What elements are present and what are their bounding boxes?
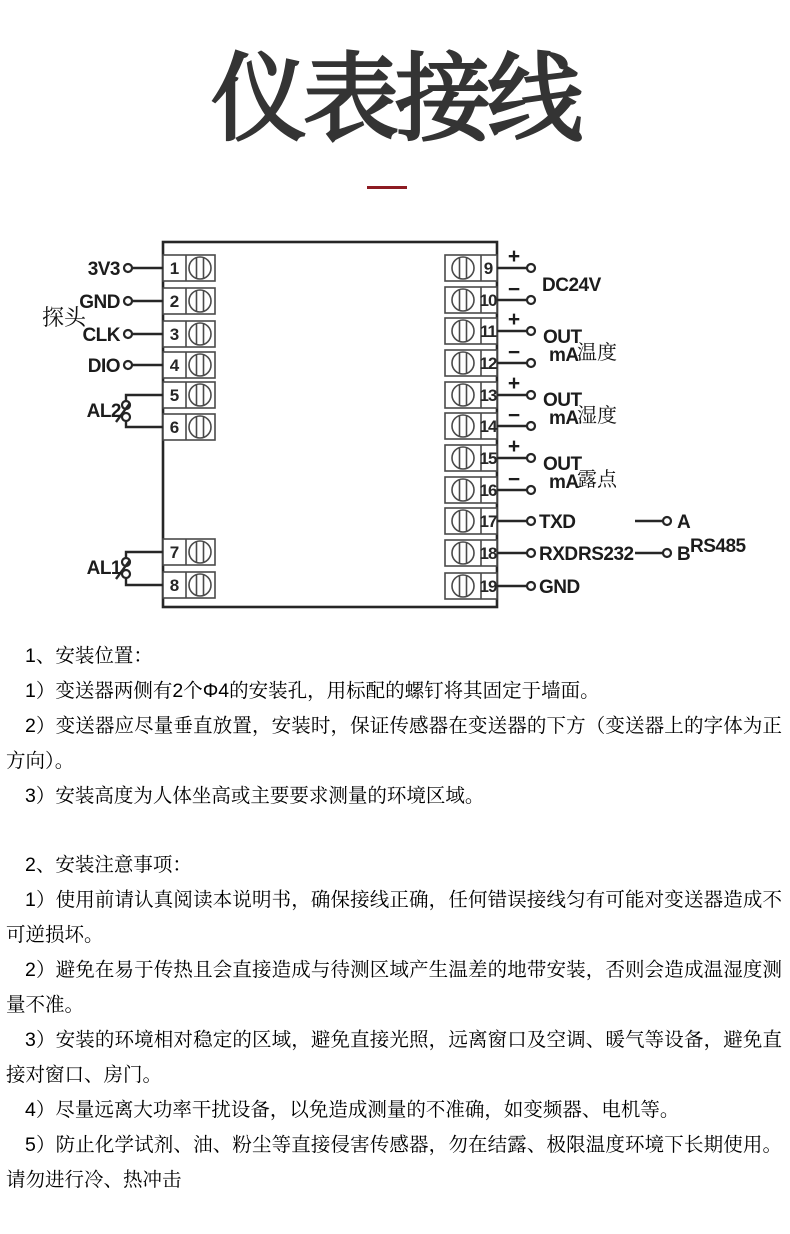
rs485-b-label: B	[677, 544, 691, 565]
terminal-number: 6	[169, 418, 179, 437]
minus-sign-out2: −	[507, 404, 521, 427]
wire-stub	[497, 582, 535, 590]
probe-label: 探头	[42, 305, 87, 330]
terminal-block	[445, 573, 497, 599]
section2-item: 3）安装的环境相对稳定的区域，避免直接光照，远离窗口及空调、暖气等设备，避免直接对窗口、房门。	[6, 1028, 782, 1086]
terminal-block	[163, 255, 215, 281]
minus-sign-out3: −	[507, 468, 521, 491]
title-divider	[367, 186, 407, 189]
out2-name: 湿度	[577, 405, 617, 427]
terminal-number: 15	[479, 449, 497, 468]
plus-sign-dc: +	[507, 245, 521, 268]
txd-label: TXD	[539, 512, 576, 533]
section1-heading: 1、安装位置：	[25, 645, 153, 667]
wire-stub	[497, 517, 535, 525]
out1-line1: OUT	[543, 327, 582, 348]
terminal-number: 10	[479, 291, 497, 310]
terminal-blocks	[124, 255, 535, 599]
wire-terminal-node	[527, 517, 535, 525]
al1-relay-contact	[87, 552, 163, 585]
wire-terminal-node	[527, 422, 535, 430]
terminal-number: 7	[169, 543, 179, 562]
al2-label: AL2	[86, 401, 121, 422]
terminal-block	[445, 508, 497, 534]
terminal-block	[445, 382, 497, 408]
instructions	[6, 639, 782, 1197]
wire-terminal-node	[124, 330, 132, 338]
wire-terminal-node	[527, 582, 535, 590]
wire-stub	[124, 330, 163, 338]
section2-heading: 2、安装注意事项：	[25, 854, 192, 877]
wire-terminal-node	[124, 361, 132, 369]
terminal-block	[445, 255, 497, 281]
terminal-block	[163, 414, 215, 440]
terminal-number: 19	[479, 577, 497, 596]
wire-terminal-node	[527, 359, 535, 367]
wire-terminal-node	[527, 327, 535, 335]
out3-name: 露点	[577, 469, 617, 491]
wire-terminal-node	[124, 264, 132, 272]
gnd19-label: GND	[539, 577, 580, 598]
terminal-block	[163, 572, 215, 598]
wire-terminal-node	[527, 296, 535, 304]
wire-stub	[124, 297, 163, 305]
section2-item: 2）避免在易于传热且会直接造成与待测区域产生温差的地带安装，否则会造成温湿度测量不准。	[6, 959, 782, 1017]
terminal-block	[445, 477, 497, 503]
wiring-diagram	[0, 225, 790, 625]
wire-terminal-node	[527, 549, 535, 557]
pin4-label: DIO	[87, 356, 120, 377]
out3-line1: OUT	[543, 454, 582, 475]
rs485-a-label: A	[677, 512, 691, 533]
terminal-block	[445, 350, 497, 376]
terminal-number: 17	[479, 512, 497, 531]
terminal-number: 8	[169, 576, 179, 595]
wire-terminal-node	[124, 297, 132, 305]
out2-line2: mA	[549, 408, 579, 429]
plus-sign-out1: +	[507, 308, 521, 331]
terminal-block	[445, 540, 497, 566]
minus-sign-dc: −	[507, 278, 521, 301]
out1-line2: mA	[549, 345, 579, 366]
terminal-number: 18	[479, 544, 497, 563]
al1-label: AL1	[86, 558, 121, 579]
terminal-number: 3	[169, 325, 179, 344]
section-gap	[6, 814, 782, 849]
out1-name: 温度	[577, 342, 617, 364]
terminal-number: 4	[169, 356, 179, 375]
out3-line2: mA	[549, 472, 579, 493]
terminal-block	[163, 352, 215, 378]
pin2-label: GND	[79, 292, 120, 313]
section2-item: 5）防止化学试剂、油、粉尘等直接侵害传感器，勿在结露、极限温度环境下长期使用。请勿进行冷、热冲击	[6, 1133, 782, 1191]
plus-sign-out3: +	[507, 435, 521, 458]
wire-terminal-node	[527, 391, 535, 399]
terminal-number: 16	[479, 481, 497, 500]
terminal-number: 5	[169, 386, 179, 405]
terminal-number: 11	[480, 322, 496, 341]
wire-terminal-node	[527, 486, 535, 494]
section1-item: 3）安装高度为人体坐高或主要要求测量的环境区域。	[25, 784, 485, 807]
terminal-number: 13	[479, 386, 497, 405]
rxd-label: RXD	[539, 544, 578, 565]
terminal-block	[445, 413, 498, 439]
terminal-block	[445, 445, 497, 471]
terminal-block	[163, 539, 215, 565]
terminal-block	[163, 321, 215, 347]
terminal-number: 9	[483, 259, 493, 278]
terminal-number: 1	[169, 259, 179, 278]
section2-item: 4）尽量远离大功率干扰设备，以免造成测量的不准确，如变频器、电机等。	[25, 1098, 680, 1121]
page-title: 仪表接线	[211, 46, 579, 153]
section1-item: 2）变送器应尽量垂直放置，安装时，保证传感器在变送器的下方（变送器上的字体为正方向）。	[6, 714, 782, 772]
rs485-wires	[635, 517, 671, 557]
pin1-label: 3V3	[87, 259, 120, 280]
terminal-number: 12	[479, 354, 497, 373]
plus-sign-out2: +	[507, 372, 521, 395]
rs232-label: RS232	[578, 544, 634, 565]
terminal-number: 14	[479, 417, 497, 436]
section1-item: 1）变送器两侧有2个Φ4的安装孔，用标配的螺钉将其固定于墙面。	[25, 679, 600, 702]
terminal-block	[445, 318, 497, 344]
wire-stub	[124, 264, 163, 272]
terminal-block	[163, 382, 215, 408]
out2-line1: OUT	[543, 390, 582, 411]
al2-relay-contact	[87, 395, 163, 427]
terminal-block	[163, 288, 215, 314]
rs485-label: RS485	[690, 536, 746, 557]
terminal-number: 2	[169, 292, 179, 311]
wire-terminal-node	[527, 264, 535, 272]
pin3-label: CLK	[82, 325, 120, 346]
terminal-block	[445, 287, 497, 313]
minus-sign-out1: −	[507, 341, 521, 364]
power-label: DC24V	[542, 275, 601, 296]
wire-stub	[497, 549, 535, 557]
wire-terminal-node	[527, 454, 535, 462]
section2-item: 1）使用前请认真阅读本说明书，确保接线正确，任何错误接线匀有可能对变送器造成不可逆损坏。	[6, 889, 782, 947]
wire-stub	[124, 361, 163, 369]
